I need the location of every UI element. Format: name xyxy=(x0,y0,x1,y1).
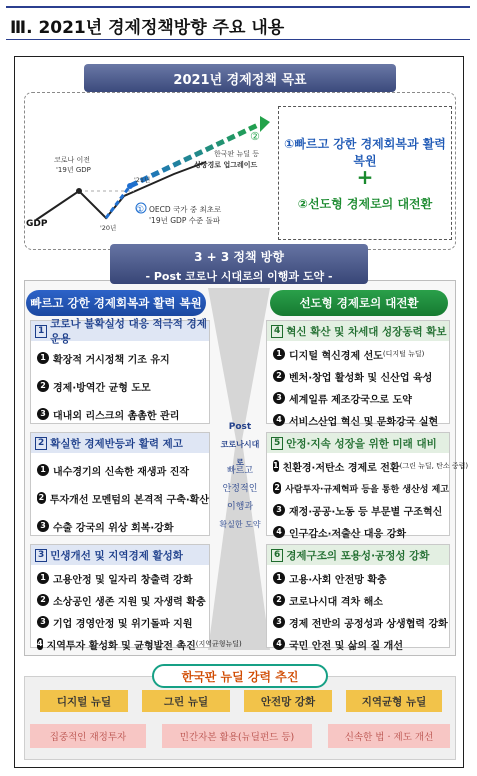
item-text: 투자개선 모멘텀의 본격적 구축·확산 xyxy=(49,494,209,506)
goal1-text: ①빠르고 강한 경제회복과 활력 복원 xyxy=(284,137,446,168)
item-text: 고용·사회 안전망 확충 xyxy=(289,574,387,586)
step2-line2: 성장경로 업그레이드 xyxy=(194,161,258,169)
numbered-circle-icon: 2 xyxy=(273,594,285,606)
item-text: 소상공인 생존 지원 및 자생력 확충 xyxy=(53,596,206,608)
year21-label: '21년 xyxy=(134,176,151,184)
plus-icon: + xyxy=(356,165,374,189)
numbered-circle-icon: 2 xyxy=(37,594,49,606)
list-item xyxy=(267,409,449,431)
item-text: 경제 전반의 공정성과 상생협력 강화 xyxy=(289,618,448,630)
card-3 xyxy=(30,544,242,652)
numbered-circle-icon: 2 xyxy=(37,380,49,392)
item-text: 지역투자 활성화 및 균형발전 촉진 xyxy=(46,640,196,652)
card-4 xyxy=(266,320,450,428)
item-note: (디지털 뉴딜) xyxy=(382,350,425,358)
item-text: 기업 경영안정 및 위기돌파 지원 xyxy=(53,618,193,630)
card-2-title: 확실한 경제반등과 활력 제고 xyxy=(50,437,183,450)
card-5 xyxy=(266,432,469,540)
year20-label: '20년 xyxy=(100,224,117,232)
center-line5: 이행과 xyxy=(226,502,254,512)
gdp-label: GDP xyxy=(26,219,48,229)
covid-label: 코로나 이전 xyxy=(54,156,91,164)
step2-line1: 한국판 뉴딜 등 xyxy=(214,150,260,158)
pillar-safety: 안전망 강화 xyxy=(244,690,332,712)
list-item xyxy=(31,589,209,611)
section-header xyxy=(6,6,470,40)
center-line6: 확실한 도약 xyxy=(219,520,261,529)
numbered-circle-icon: 2 xyxy=(273,370,285,382)
center-sub-text xyxy=(218,462,262,534)
list-item xyxy=(267,387,449,409)
numbered-circle-icon: 4 xyxy=(273,414,285,426)
support-law: 신속한 법 · 제도 개선 xyxy=(328,724,450,748)
step1-line1: OECD 국가 중 최초로 xyxy=(149,205,222,214)
support-private: 민간자본 활용(뉴딜펀드 등) xyxy=(162,724,312,748)
list-item xyxy=(31,515,209,537)
step1-line2: '19년 GDP 수준 돌파 xyxy=(149,216,221,225)
item-text: 경제·방역간 균형 도모 xyxy=(53,382,151,394)
card-5-head xyxy=(267,433,449,453)
list-item xyxy=(31,611,209,633)
card-6-head xyxy=(267,545,449,565)
card-5-title: 안정·지속 성장을 위한 미래 대비 xyxy=(286,437,437,450)
policy-line1: 3 + 3 정책 방향 xyxy=(194,250,284,264)
goal-banner: 2021년 경제정책 목표 xyxy=(84,64,396,92)
list-item xyxy=(267,589,449,611)
item-note: (지역균형뉴딜) xyxy=(195,640,242,648)
card-3-num: 3 xyxy=(35,549,47,562)
center-line4: 안정적인 xyxy=(222,484,258,494)
numbered-circle-icon: 4 xyxy=(273,526,285,538)
card-3-title: 민생개선 및 지역경제 활성화 xyxy=(50,549,183,562)
list-item xyxy=(267,477,449,499)
item-text: 재정·공공·노동 등 부문별 구조혁신 xyxy=(289,506,443,518)
step2-num: ② xyxy=(250,130,260,143)
numbered-circle-icon: 1 xyxy=(273,348,285,360)
left-column-title: 빠르고 강한 경제회복과 활력 복원 xyxy=(26,290,206,316)
card-1-head xyxy=(31,318,209,345)
item-text: 국민 안전 및 삶의 질 개선 xyxy=(289,640,404,652)
item-text: 벤처·창업 활성화 및 신산업 육성 xyxy=(289,372,433,384)
numbered-circle-icon: 3 xyxy=(37,520,49,532)
item-text: 세계일류 제조강국으로 도약 xyxy=(289,394,412,406)
y21-dot xyxy=(127,183,133,189)
support-fiscal: 집중적인 재정투자 xyxy=(30,724,146,748)
pillar-regional: 지역균형 뉴딜 xyxy=(346,690,442,712)
center-line2: 코로나시대로 xyxy=(220,440,260,467)
card-1-num: 1 xyxy=(35,325,47,338)
item-text: 대내외 리스크의 촘촘한 관리 xyxy=(53,410,180,422)
card-3-head xyxy=(31,545,209,565)
card-2-num: 2 xyxy=(35,437,47,450)
list-item xyxy=(31,567,209,589)
policy-line2: - Post 코로나 시대로의 이행과 도약 - xyxy=(145,270,333,283)
list-item xyxy=(267,455,469,477)
pillar-digital: 디지털 뉴딜 xyxy=(40,690,128,712)
covid-sub: '19년 GDP xyxy=(56,166,91,174)
card-6-title: 경제구조의 포용성·공정성 강화 xyxy=(286,549,430,562)
numbered-circle-icon: 1 xyxy=(37,352,49,364)
card-4-head xyxy=(267,321,449,341)
item-text: 친환경·저탄소 경제로 전환 xyxy=(282,462,400,474)
numbered-circle-icon: 3 xyxy=(273,616,285,628)
card-1-title: 코로나 불확실성 대응 적극적 경제 운용 xyxy=(50,318,207,345)
step1-num: ① xyxy=(136,205,145,215)
newdeal-title: 한국판 뉴딜 강력 추진 xyxy=(152,664,328,688)
numbered-circle-icon: 3 xyxy=(273,504,285,516)
item-text: 내수경기의 신속한 재생과 진작 xyxy=(53,466,190,478)
item-text: 서비스산업 혁신 및 문화강국 실현 xyxy=(289,416,439,428)
numbered-circle-icon: 1 xyxy=(273,461,279,470)
item-text: 수출 강국의 위상 회복·강화 xyxy=(53,522,174,534)
card-6-num: 6 xyxy=(271,549,283,562)
pillar-green: 그린 뉴딜 xyxy=(142,690,230,712)
item-text: 확장적 거시정책 기조 유지 xyxy=(53,354,170,366)
numbered-circle-icon: 3 xyxy=(37,616,49,628)
item-text: 코로나시대 격차 해소 xyxy=(289,596,383,608)
section-title: Ⅲ. 2021년 경제정책방향 주요 내용 xyxy=(10,18,285,38)
numbered-circle-icon: 3 xyxy=(273,392,285,404)
item-text: 인구감소·저출산 대응 강화 xyxy=(289,528,407,540)
item-note: (그린 뉴딜, 탄소 중립) xyxy=(399,462,469,470)
list-item xyxy=(31,403,209,425)
list-item xyxy=(267,633,449,655)
card-5-num: 5 xyxy=(271,437,283,450)
list-item xyxy=(267,365,449,387)
card-6 xyxy=(266,544,450,652)
goal-box xyxy=(278,106,452,240)
numbered-circle-icon: 1 xyxy=(37,572,49,584)
card-4-title: 혁신 확산 및 차세대 성장동력 확보 xyxy=(286,325,447,338)
numbered-circle-icon: 3 xyxy=(37,408,49,420)
policy-banner xyxy=(110,244,368,284)
list-item xyxy=(267,611,449,633)
covid-dot xyxy=(76,188,82,194)
numbered-circle-icon: 2 xyxy=(38,493,45,502)
list-item xyxy=(31,375,209,397)
item-text: 사람투자·규제혁파 등을 통한 생산성 제고 xyxy=(285,484,449,495)
item-text: 디지털 혁신경제 선도 xyxy=(289,350,383,362)
item-text: 고용안정 및 일자리 창출력 강화 xyxy=(53,574,193,586)
card-1 xyxy=(30,320,210,424)
list-item xyxy=(31,459,209,481)
center-line1: Post xyxy=(228,422,252,432)
list-item xyxy=(267,499,449,521)
list-item xyxy=(267,521,449,543)
list-item xyxy=(267,343,449,365)
right-column-title: 선도형 경제로의 대전환 xyxy=(270,290,448,316)
list-item xyxy=(31,347,209,369)
numbered-circle-icon: 1 xyxy=(37,464,49,476)
gdp-chart xyxy=(24,96,274,246)
goal2-text: ②선도형 경제로의 대전환 xyxy=(297,197,433,211)
card-4-num: 4 xyxy=(271,325,283,338)
numbered-circle-icon: 4 xyxy=(37,639,43,648)
card-2-head xyxy=(31,433,209,453)
list-item xyxy=(267,567,449,589)
list-item xyxy=(31,487,209,509)
center-line3: 빠르고 xyxy=(226,466,254,476)
numbered-circle-icon: 1 xyxy=(273,572,285,584)
step2-arrowhead xyxy=(260,116,270,132)
card-2 xyxy=(30,432,210,536)
numbered-circle-icon: 4 xyxy=(273,638,285,650)
list-item xyxy=(31,633,242,655)
numbered-circle-icon: 2 xyxy=(274,483,280,492)
